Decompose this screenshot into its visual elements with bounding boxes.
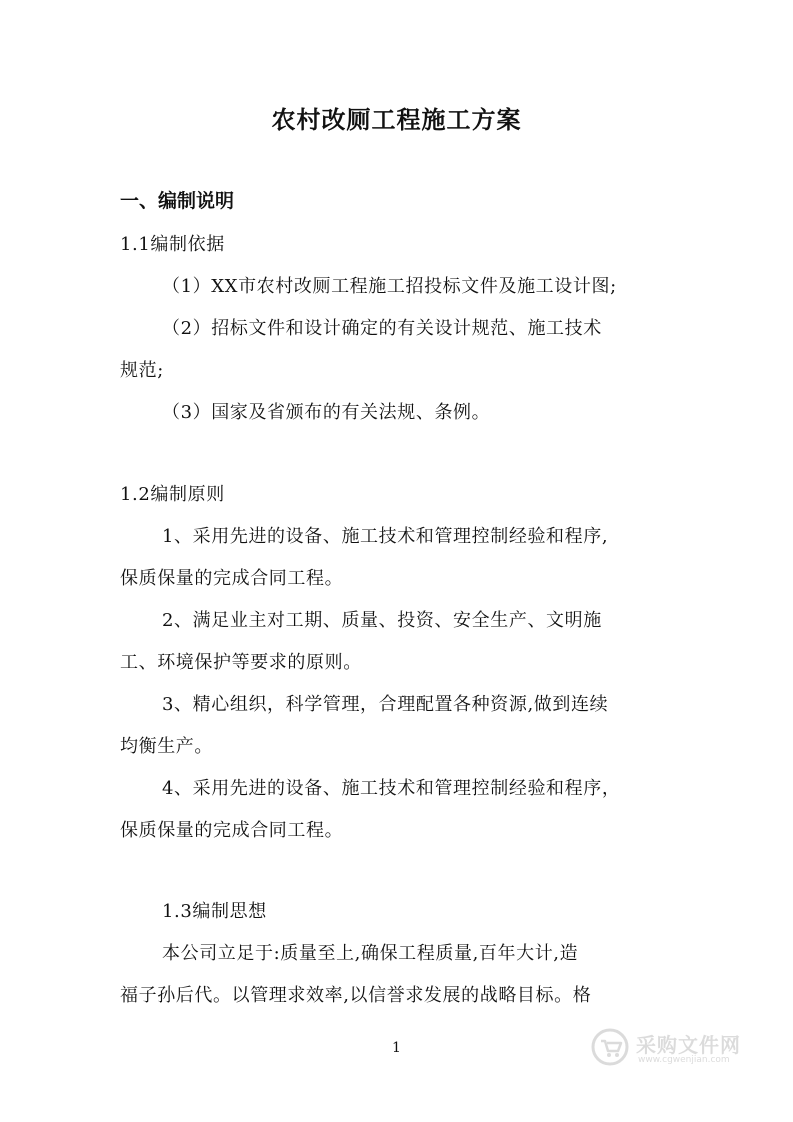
- document-title: 农村改厕工程施工方案: [271, 105, 522, 134]
- watermark-url: www.cgwenjian.com: [638, 1055, 730, 1065]
- subsection-heading-1-1: 1.1编制依据: [120, 234, 225, 255]
- principle-1: 1、采用先进的设备、施工技术和管理控制经验和程序,: [162, 526, 609, 547]
- principle-4-continued: 保质保量的完成合同工程。: [120, 820, 344, 841]
- principle-3-continued: 均衡生产。: [120, 736, 213, 757]
- philosophy-line-1: 本公司立足于:质量至上,确保工程质量,百年大计,造: [162, 943, 579, 964]
- principle-2-continued: 工、环境保护等要求的原则。: [120, 652, 362, 673]
- principle-1-continued: 保质保量的完成合同工程。: [120, 568, 344, 589]
- principle-3: 3、精心组织，科学管理，合理配置各种资源,做到连续: [162, 694, 609, 715]
- basis-item-2-continued: 规范;: [120, 360, 164, 381]
- philosophy-line-2: 福子孙后代。以管理求效率,以信誉求发展的战略目标。格: [120, 985, 592, 1006]
- basis-item-2: （2）招标文件和设计确定的有关设计规范、施工技术: [162, 318, 602, 339]
- principle-2: 2、满足业主对工期、质量、投资、安全生产、文明施: [162, 610, 602, 631]
- watermark: [590, 1025, 760, 1073]
- subsection-heading-1-3: 1.3编制思想: [162, 901, 267, 922]
- subsection-heading-1-2: 1.2编制原则: [120, 484, 225, 505]
- section-heading: 一、编制说明: [120, 190, 235, 212]
- basis-item-1: （1）XX市农村改厕工程施工招投标文件及施工设计图;: [162, 276, 617, 297]
- watermark-name: 采购文件网: [636, 1033, 741, 1057]
- page-number: 1: [392, 1040, 401, 1056]
- basis-item-3: （3）国家及省颁布的有关法规、条例。: [162, 402, 491, 423]
- principle-4: 4、采用先进的设备、施工技术和管理控制经验和程序，: [162, 778, 621, 799]
- shopping-cart-logo-icon: [590, 1027, 630, 1067]
